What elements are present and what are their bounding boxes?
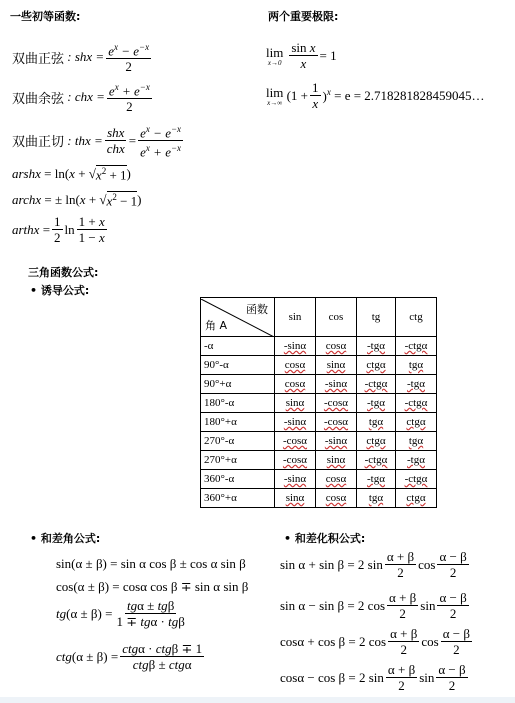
formula-cos-plus-cos: cosα + cos β = 2 cos $\frac{\alpha + \beta}{2}$ cos $\frac{\alpha - \beta}{2}$ [280,626,470,657]
value-text: cosα [284,359,306,371]
limit-sin: lim x→0 $\frac{\text{sin x}}{x}$ = 1 [266,40,337,71]
value-cell [275,337,316,356]
value-cell [396,451,437,470]
value-text: tgα [408,435,424,447]
value-text: -sinα [283,340,307,352]
value-cell [275,451,316,470]
value-text: sinα [285,492,305,504]
heading-elementary-functions: 一些初等函数: [10,10,81,23]
table-row [201,394,437,413]
value-text: -tgα [407,378,425,390]
value-text: sinα [326,359,346,371]
formula-cos-sum: cos(α ± β) = cosα cos β ∓ sin α sin β [56,579,249,594]
formula-tanh: 双曲正切 : thx = $\frac{\text{shx}}{\text{chx}}$ = $\frac{e^x - e^{-x}}{e^x + e^{-x}}$ [12,124,182,160]
value-text: tgα [408,359,424,371]
value-text: sinα [326,454,346,466]
value-text: -tgα [407,454,425,466]
value-cell [316,413,357,432]
value-text: -cosα [282,435,308,447]
table-row [201,489,437,508]
value-text: -ctgα [364,378,388,390]
value-text: -sinα [324,378,348,390]
formula-ctg-sum: ctg(α ± β) = $\frac{\text{ctgα · ctgβ ∓ 1}}{\text{ctgβ ± ctgα}}$ [56,641,203,672]
header-angle: 角 A [205,319,228,332]
angle-cell: 180°+α [201,413,275,432]
angle-cell: 270°+α [201,451,275,470]
value-text: -tgα [367,397,385,409]
value-cell [396,375,437,394]
formula-arch: archx = ± ln( x + √ $x^2 - 1$ ) [12,192,142,209]
angle-cell: 90°+α [201,375,275,394]
value-text: ctgα [366,359,386,371]
value-cell [316,337,357,356]
value-cell [275,470,316,489]
induction-label: 诱导公式: [40,284,90,297]
value-text: cosα [325,473,347,485]
tanh-label: 双曲正切 [12,135,65,151]
angle-cell: 360°+α [201,489,275,508]
value-text: -tgα [367,340,385,352]
page-footer-strip [0,697,515,703]
formula-sinh: 双曲正弦 : shx = $\frac{e^x - e^{-x}}{2}$ [12,42,150,75]
value-cell [396,337,437,356]
value-cell [357,356,396,375]
formula-sin-minus-sin: sin α − sin β = 2 cos $\frac{\alpha + \beta}{2}$ sin $\frac{\alpha - \beta}{2}$ [280,590,467,621]
formula-cos-minus-cos: cosα − cos β = 2 sin $\frac{\alpha + \beta}{2}$ sin $\frac{\alpha - \beta}{2}$ [280,662,466,693]
heading-important-limits: 两个重要极限: [268,10,339,23]
sum-diff-label: 和差角公式: [40,532,101,545]
value-cell [396,470,437,489]
heading-induction: • 诱导公式: [30,283,90,297]
heading-trig-formulas: 三角函数公式: [28,266,99,279]
value-cell [316,356,357,375]
value-text: -ctgα [404,397,428,409]
value-text: ctgα [406,492,426,504]
value-cell [275,413,316,432]
value-text: -sinα [283,416,307,428]
table-row [201,337,437,356]
value-cell [396,394,437,413]
formula-sin-sum: sin(α ± β) = sin α cos β ± cos α sin β [56,556,246,571]
value-cell [357,470,396,489]
value-cell [275,356,316,375]
column-header: sin [275,298,316,337]
value-text: sinα [285,397,305,409]
limit-e: lim x→∞ (1 + $\frac{1}{x}$ )$^x$ = e = 2.718281828459045… [266,80,485,111]
value-cell [316,432,357,451]
value-cell [316,489,357,508]
diagonal-header-cell [201,298,275,337]
value-text: cosα [325,340,347,352]
column-header: tg [357,298,396,337]
angle-cell: 270°-α [201,432,275,451]
value-text: -ctgα [404,340,428,352]
value-text: ctgα [406,416,426,428]
formula-arsh: arshx = ln( x + √ $x^2 + 1$ ) [12,166,131,183]
value-cell [357,413,396,432]
header-func: 函数 [246,303,268,316]
value-cell [316,375,357,394]
value-cell [357,489,396,508]
column-header: ctg [396,298,437,337]
angle-cell: 180°-α [201,394,275,413]
value-cell [275,375,316,394]
value-cell [396,489,437,508]
e-value: = e = 2.718281828459045… [334,87,485,103]
induction-table [200,297,437,508]
heading-sum-to-product: • 和差化积公式: [284,531,366,545]
value-cell [357,394,396,413]
value-text: -cosα [282,454,308,466]
value-cell [316,451,357,470]
value-text: -cosα [323,397,349,409]
table-row [201,413,437,432]
table-header-row [201,298,437,337]
value-text: -ctgα [364,454,388,466]
angle-cell: 90°-α [201,356,275,375]
value-cell [396,356,437,375]
column-header: cos [316,298,357,337]
value-cell [396,413,437,432]
formula-tg-sum: tg(α ± β) = $\frac{\text{tgα ± tgβ}}{\text{1 ∓ tgα · tgβ}}$ [56,598,185,629]
value-text: cosα [284,378,306,390]
sum-to-product-label: 和差化积公式: [294,532,366,545]
value-cell [316,470,357,489]
heading-sum-diff: • 和差角公式: [30,531,101,545]
value-text: -cosα [323,416,349,428]
angle-cell: 360°-α [201,470,275,489]
value-cell [275,432,316,451]
value-cell [357,432,396,451]
angle-cell: -α [201,337,275,356]
value-cell [396,432,437,451]
value-text: tgα [368,416,384,428]
value-text: ctgα [366,435,386,447]
value-text: tgα [368,492,384,504]
value-cell [275,394,316,413]
table-row [201,356,437,375]
value-text: cosα [325,492,347,504]
formula-arth: arthx = $\frac{1}{2}$ ln $\frac{1 + x}{1 - x}$ [12,214,105,245]
value-text: -sinα [283,473,307,485]
table-row [201,451,437,470]
value-cell [357,337,396,356]
value-cell [357,451,396,470]
table-row [201,470,437,489]
cosh-label: 双曲余弦 [12,91,65,107]
value-text: -ctgα [404,473,428,485]
formula-cosh: 双曲余弦 : chx = $\frac{e^x + e^{-x}}{2}$ [12,82,150,115]
value-cell [275,489,316,508]
value-text: -tgα [367,473,385,485]
value-text: -sinα [324,435,348,447]
sinh-label: 双曲正弦 [12,51,65,67]
table-row [201,375,437,394]
formula-sin-plus-sin: sin α + sin β = 2 sin $\frac{\alpha + \beta}{2}$ cos $\frac{\alpha - \beta}{2}$ [280,549,467,580]
value-cell [316,394,357,413]
table-row [201,432,437,451]
value-cell [357,375,396,394]
